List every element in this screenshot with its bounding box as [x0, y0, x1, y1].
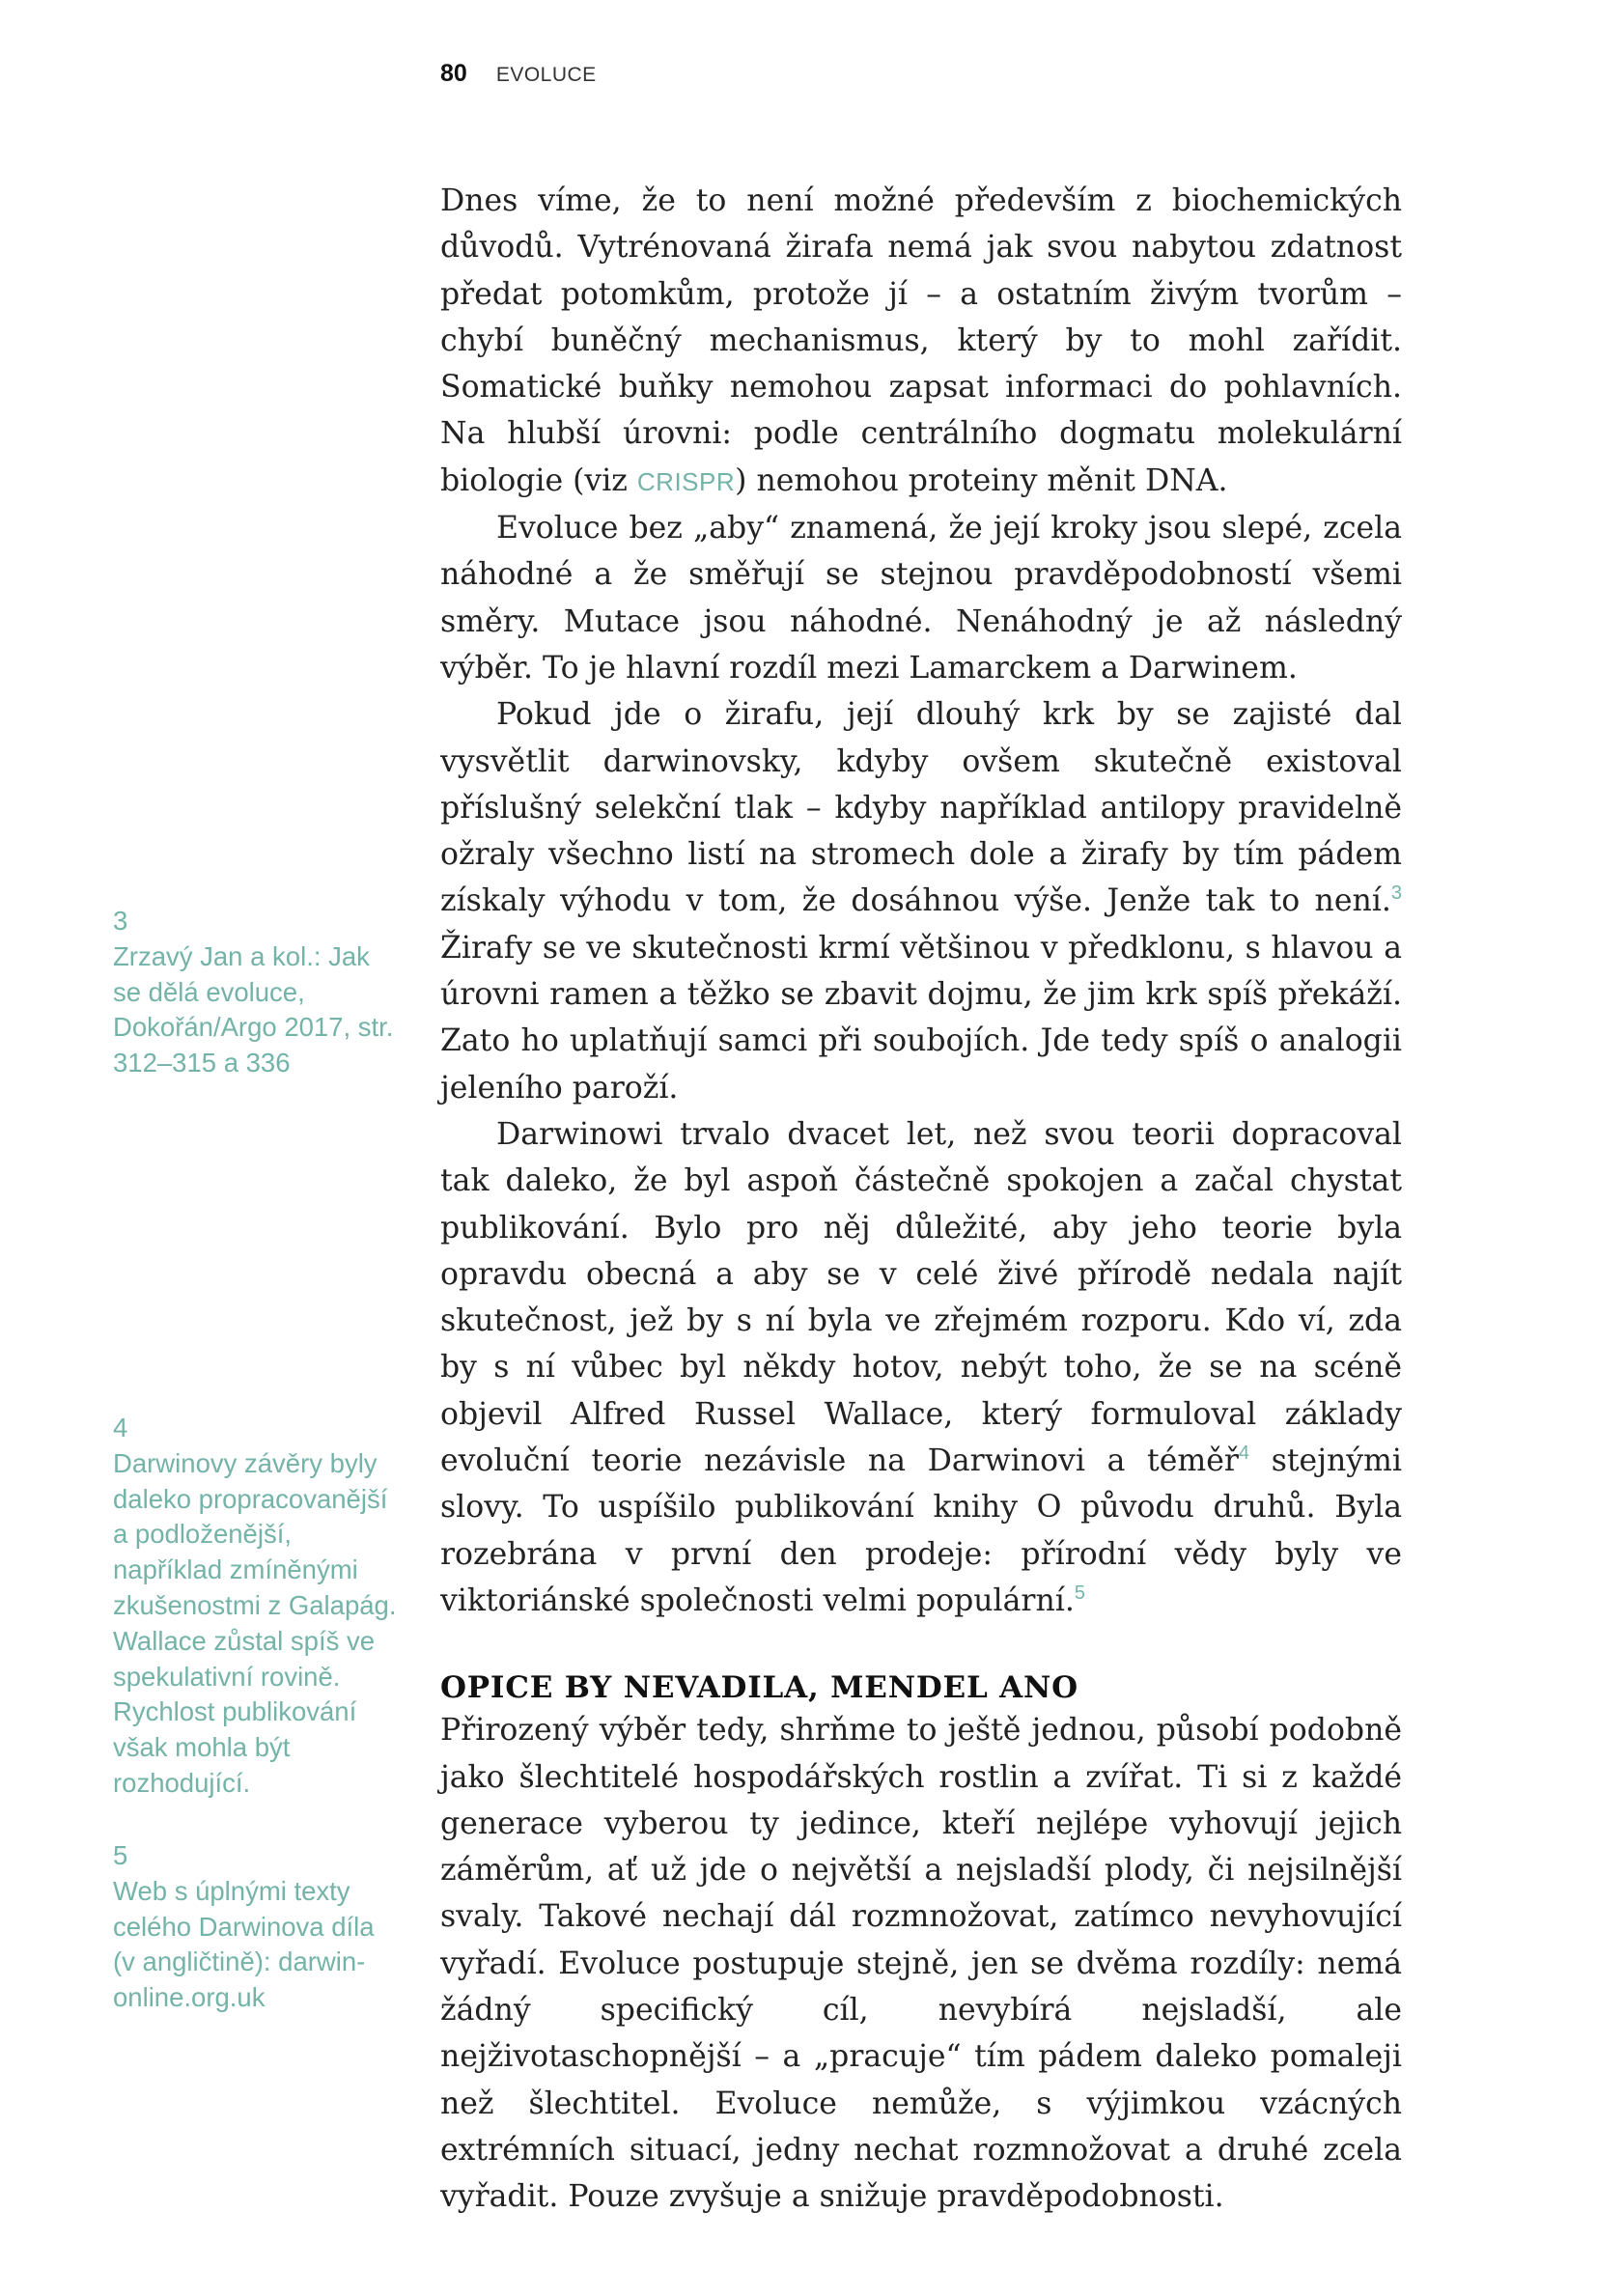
page-number: 80 — [440, 60, 467, 87]
paragraph-4-text-start: Darwinowi trvalo dvacet let, než svou teorii dopracoval tak daleko, že byl aspoň částečně spokojen a začal chystat publikování. Bylo pro něj důležité, aby jeho teorie byla opravdu obecná a aby se v celé živé přírodě nedala najít skutečnost, jež by s ní byla ve zřejmém rozporu. Kdo ví, zda by s ní vůbec byl někdy hotov, nebýt toho, že se na scéně objevil Alfred Russel Wallace, který formuloval základy evoluční teorie nezávisle na Darwinovi a téměř — [440, 1116, 1402, 1479]
paragraph-1 — [440, 178, 1402, 505]
sidenote-5-text: Web s úplnými texty celého Darwinova díla (v angličtině): darwin-online.org.uk — [113, 1875, 375, 2013]
paragraph-3-text-start: Pokud jde o žirafu, její dlouhý krk by se zajisté dal vysvětlit darwinovsky, kdyby ovšem skutečně existoval příslušný selekční tlak – kdyby například antilopy pravidelně ožraly všechno listí na stromech dole a žirafy by tím pádem získaly výhodu v tom, že dosáhnou výše. Jenže tak to není. — [440, 697, 1402, 919]
paragraph-5: Přirozený výběr tedy, shrňme to ještě jednou, působí podobně jako šlechtitelé hospodářských rostlin a zvířat. Ti si z každé generace vyberou ty jedince, kteří nejlépe vyhovují jejich záměrům, ať už jde o největší a nejsladší plody, či nejsilnější svaly. Takové nechají dál rozmnožovat, zatímco nevyhovující vyřadí. Evoluce postupuje stejně, jen se dvěma rozdíly: nemá žádný specifický cíl, nevybírá nejsladší, ale nejživotaschopnější – a „pracuje“ tím pádem daleko pomaleji než šlechtitel. Evoluce nemůže, s výjimkou vzácných extrémních situací, jedny nechat rozmnožovat a druhé zcela vyřadit. Pouze zvyšuje a snižuje pravděpodobnosti. — [440, 1713, 1402, 2215]
paragraph-3-text-end: Žirafy se ve skutečnosti krmí většinou v předklonu, s hlavou a úrovni ramen a těžko se zbavit dojmu, že jim krk spíš překáží. Zato ho uplatňují samci při soubojích. Jde tedy spíš o analogii jeleního paroží. — [440, 930, 1402, 1106]
footnote-ref-5[interactable]: 5 — [1074, 1582, 1085, 1604]
paragraph-1-text-start: Dnes víme, že to není možné především z biochemických důvodů. Vytrénovaná žirafa nemá jak svou nabytou zdatnost předat potomkům, protože jí – a ostatním živým tvorům – chybí buněčný mechanismus, který by to mohl zařídit. Somatické buňky nemohou zapsat informaci do pohlavních. Na hlubší úrovni: podle centrálního dogmatu molekulární biologie (viz — [440, 183, 1402, 498]
sidenote-3-text: Zrzavý Jan a kol.: Jak se dělá evoluce, Dokořán/Argo 2017, str. 312–315 a 336 — [113, 940, 394, 1078]
footnote-ref-4[interactable]: 4 — [1238, 1442, 1250, 1465]
sidenote-4-number: 4 — [113, 1413, 128, 1442]
sidenote-3 — [113, 904, 403, 1081]
paragraph-1-text-end: ) nemohou proteiny měnit DNA. — [735, 462, 1228, 498]
sidenote-5 — [113, 1838, 403, 2016]
sidenote-4 — [113, 1411, 403, 1802]
running-head-title: EVOLUCE — [495, 64, 597, 86]
paragraph-4-text-middle: stejnými slovy. To uspíšilo publikování knihy O původu druhů. Byla rozebrána v první den prodeje: přírodní vědy byly ve viktoriánské společnosti velmi populární. — [440, 1443, 1402, 1618]
footnote-ref-3[interactable]: 3 — [1390, 882, 1402, 905]
crispr-crossref-link[interactable]: CRISPR — [636, 466, 736, 496]
paragraph-4 — [440, 1111, 1402, 1624]
paragraph-3 — [440, 691, 1402, 1111]
sidenote-5-number: 5 — [113, 1840, 128, 1870]
main-text-column — [440, 178, 1402, 2220]
sidenote-3-number: 3 — [113, 906, 128, 936]
section-heading: OPICE BY NEVADILA, MENDEL ANO — [440, 1670, 1078, 1706]
running-header — [440, 60, 597, 88]
paragraph-2: Evoluce bez „aby“ znamená, že její kroky jsou slepé, zcela náhodné a že směřují se stejnou pravděpodobností všemi směry. Mutace jsou náhodné. Nenáhodný je až následný výběr. To je hlavní rozdíl mezi Lamarckem a Darwinem. — [440, 511, 1402, 686]
sidenote-4-text: Darwinovy závěry byly daleko propracovanější a podloženější, například zmíněnými zkušenostmi z Galapág. Wallace zůstal spíš ve spekulativní rovině. Rychlost publikování však mohla být rozhodující. — [113, 1447, 397, 1798]
